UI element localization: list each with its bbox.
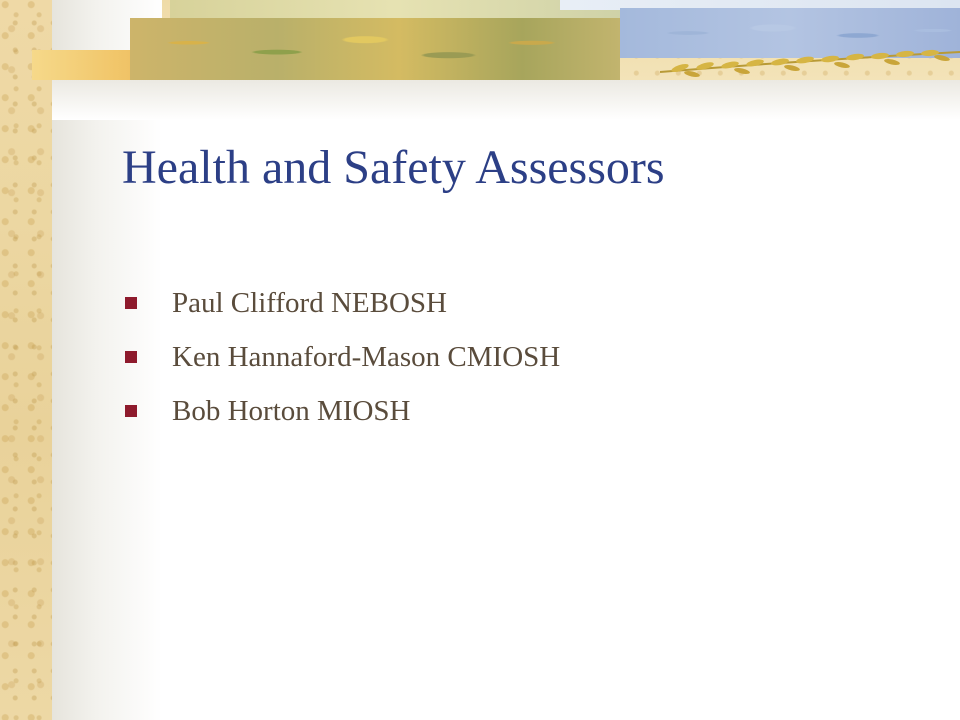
square-bullet-icon — [125, 297, 137, 309]
parchment-side-strip — [0, 0, 52, 720]
list-item — [125, 384, 560, 438]
list-item — [125, 276, 560, 330]
bullet-text: Bob Horton MIOSH — [172, 394, 411, 427]
slide-title: Health and Safety Assessors — [122, 141, 665, 194]
wheat-stalk-icon — [660, 46, 960, 80]
list-item — [125, 330, 560, 384]
square-bullet-icon — [125, 405, 137, 417]
leaf-collage-banner — [130, 18, 620, 80]
bullet-text: Ken Hannaford-Mason CMIOSH — [172, 340, 561, 373]
square-bullet-icon — [125, 351, 137, 363]
bullet-list — [125, 276, 560, 438]
header-shadow — [52, 80, 960, 120]
bullet-text: Paul Clifford NEBOSH — [172, 286, 447, 319]
